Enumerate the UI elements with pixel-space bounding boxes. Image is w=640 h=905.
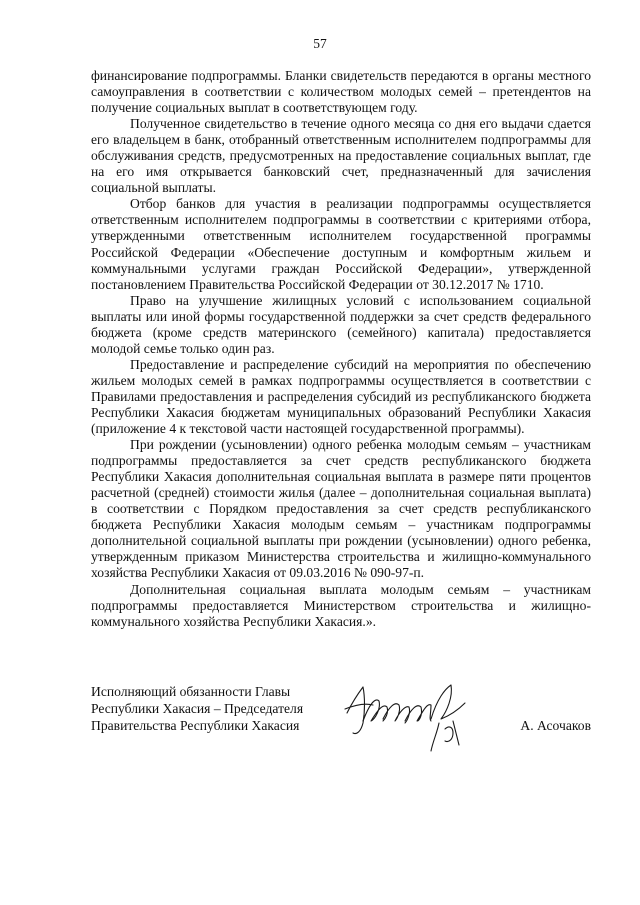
body-text: [91, 68, 591, 630]
paragraph: Право на улучшение жилищных условий с использованием социальной выплаты или иной формы государственной поддержки за счет средств федерального бюджета (кроме средств материнского (семейного) капитала) предоставляется молодой семье только один раз.: [91, 292, 591, 356]
paragraph: Полученное свидетельство в течение одного месяца со дня его выдачи сдается его владельцем в банк, отобранный ответственным исполнителем подпрограммы для обслуживания средств, предусмотренных на предоставление социальных выплат, где на его имя открывается банковский счет, предназначенный для зачисления социальной выплаты.: [91, 116, 591, 196]
handwritten-signature: [341, 675, 471, 755]
paragraph: Предоставление и распределение субсидий на мероприятия по обеспечению жильем молодых семей в рамках подпрограммы осуществляется в соответствии с Правилами предоставления и распределения субсидий из республиканского бюджета Республики Хакасия бюджетам муниципальных образований Республики Хакасия (приложение 4 к текстовой части настоящей государственной программы).: [91, 356, 591, 437]
signer-title-line: Исполняющий обязанности Главы: [91, 684, 291, 699]
paragraph: Отбор банков для участия в реализации подпрограммы осуществляется ответственным исполнителем подпрограммы в соответствии с критериями отбора, утвержденными ответственным исполнителем государственной программы Российской Федерации «Обеспечение доступным и комфортным жильем и коммунальными услугами граждан Российской Федерации», утвержденной постановлением Правительства Российской Федерации от 30.12.2017 № 1710.: [91, 196, 591, 292]
page-number: 57: [313, 36, 327, 51]
signature-block: [91, 683, 591, 773]
paragraph: Дополнительная социальная выплата молодым семьям – участникам подпрограммы предоставляется Министерством строительства и жилищно-коммунального хозяйства Республики Хакасия.».: [91, 581, 591, 629]
signer-title: [91, 683, 303, 734]
paragraph: При рождении (усыновлении) одного ребенка молодым семьям – участникам подпрограммы предоставляется за счет средств республиканского бюджета Республики Хакасия дополнительная социальная выплата в размере пяти процентов расчетной (средней) стоимости жилья (далее – дополнительная социальная выплата) в соответствии с Порядком предоставления за счет средств республиканского бюджета Республики Хакасия молодым семьям – участникам подпрограммы дополнительной социальной выплаты при рождении (усыновлении) одного ребенка, утвержденным приказом Министерства строительства и жилищно-коммунального хозяйства Республики Хакасия от 09.03.2016 № 090-97-п.: [91, 437, 591, 581]
paragraph: финансирование подпрограммы. Бланки свидетельств передаются в органы местного самоуправления в соответствии с количеством молодых семей – претендентов на получение социальных выплат в соответствующем году.: [91, 68, 591, 116]
signer-name: А. Асочаков: [520, 718, 591, 733]
signer-title-line: Правительства Республики Хакасия: [91, 718, 300, 733]
signer-title-line: Республики Хакасия – Председателя: [91, 701, 304, 716]
